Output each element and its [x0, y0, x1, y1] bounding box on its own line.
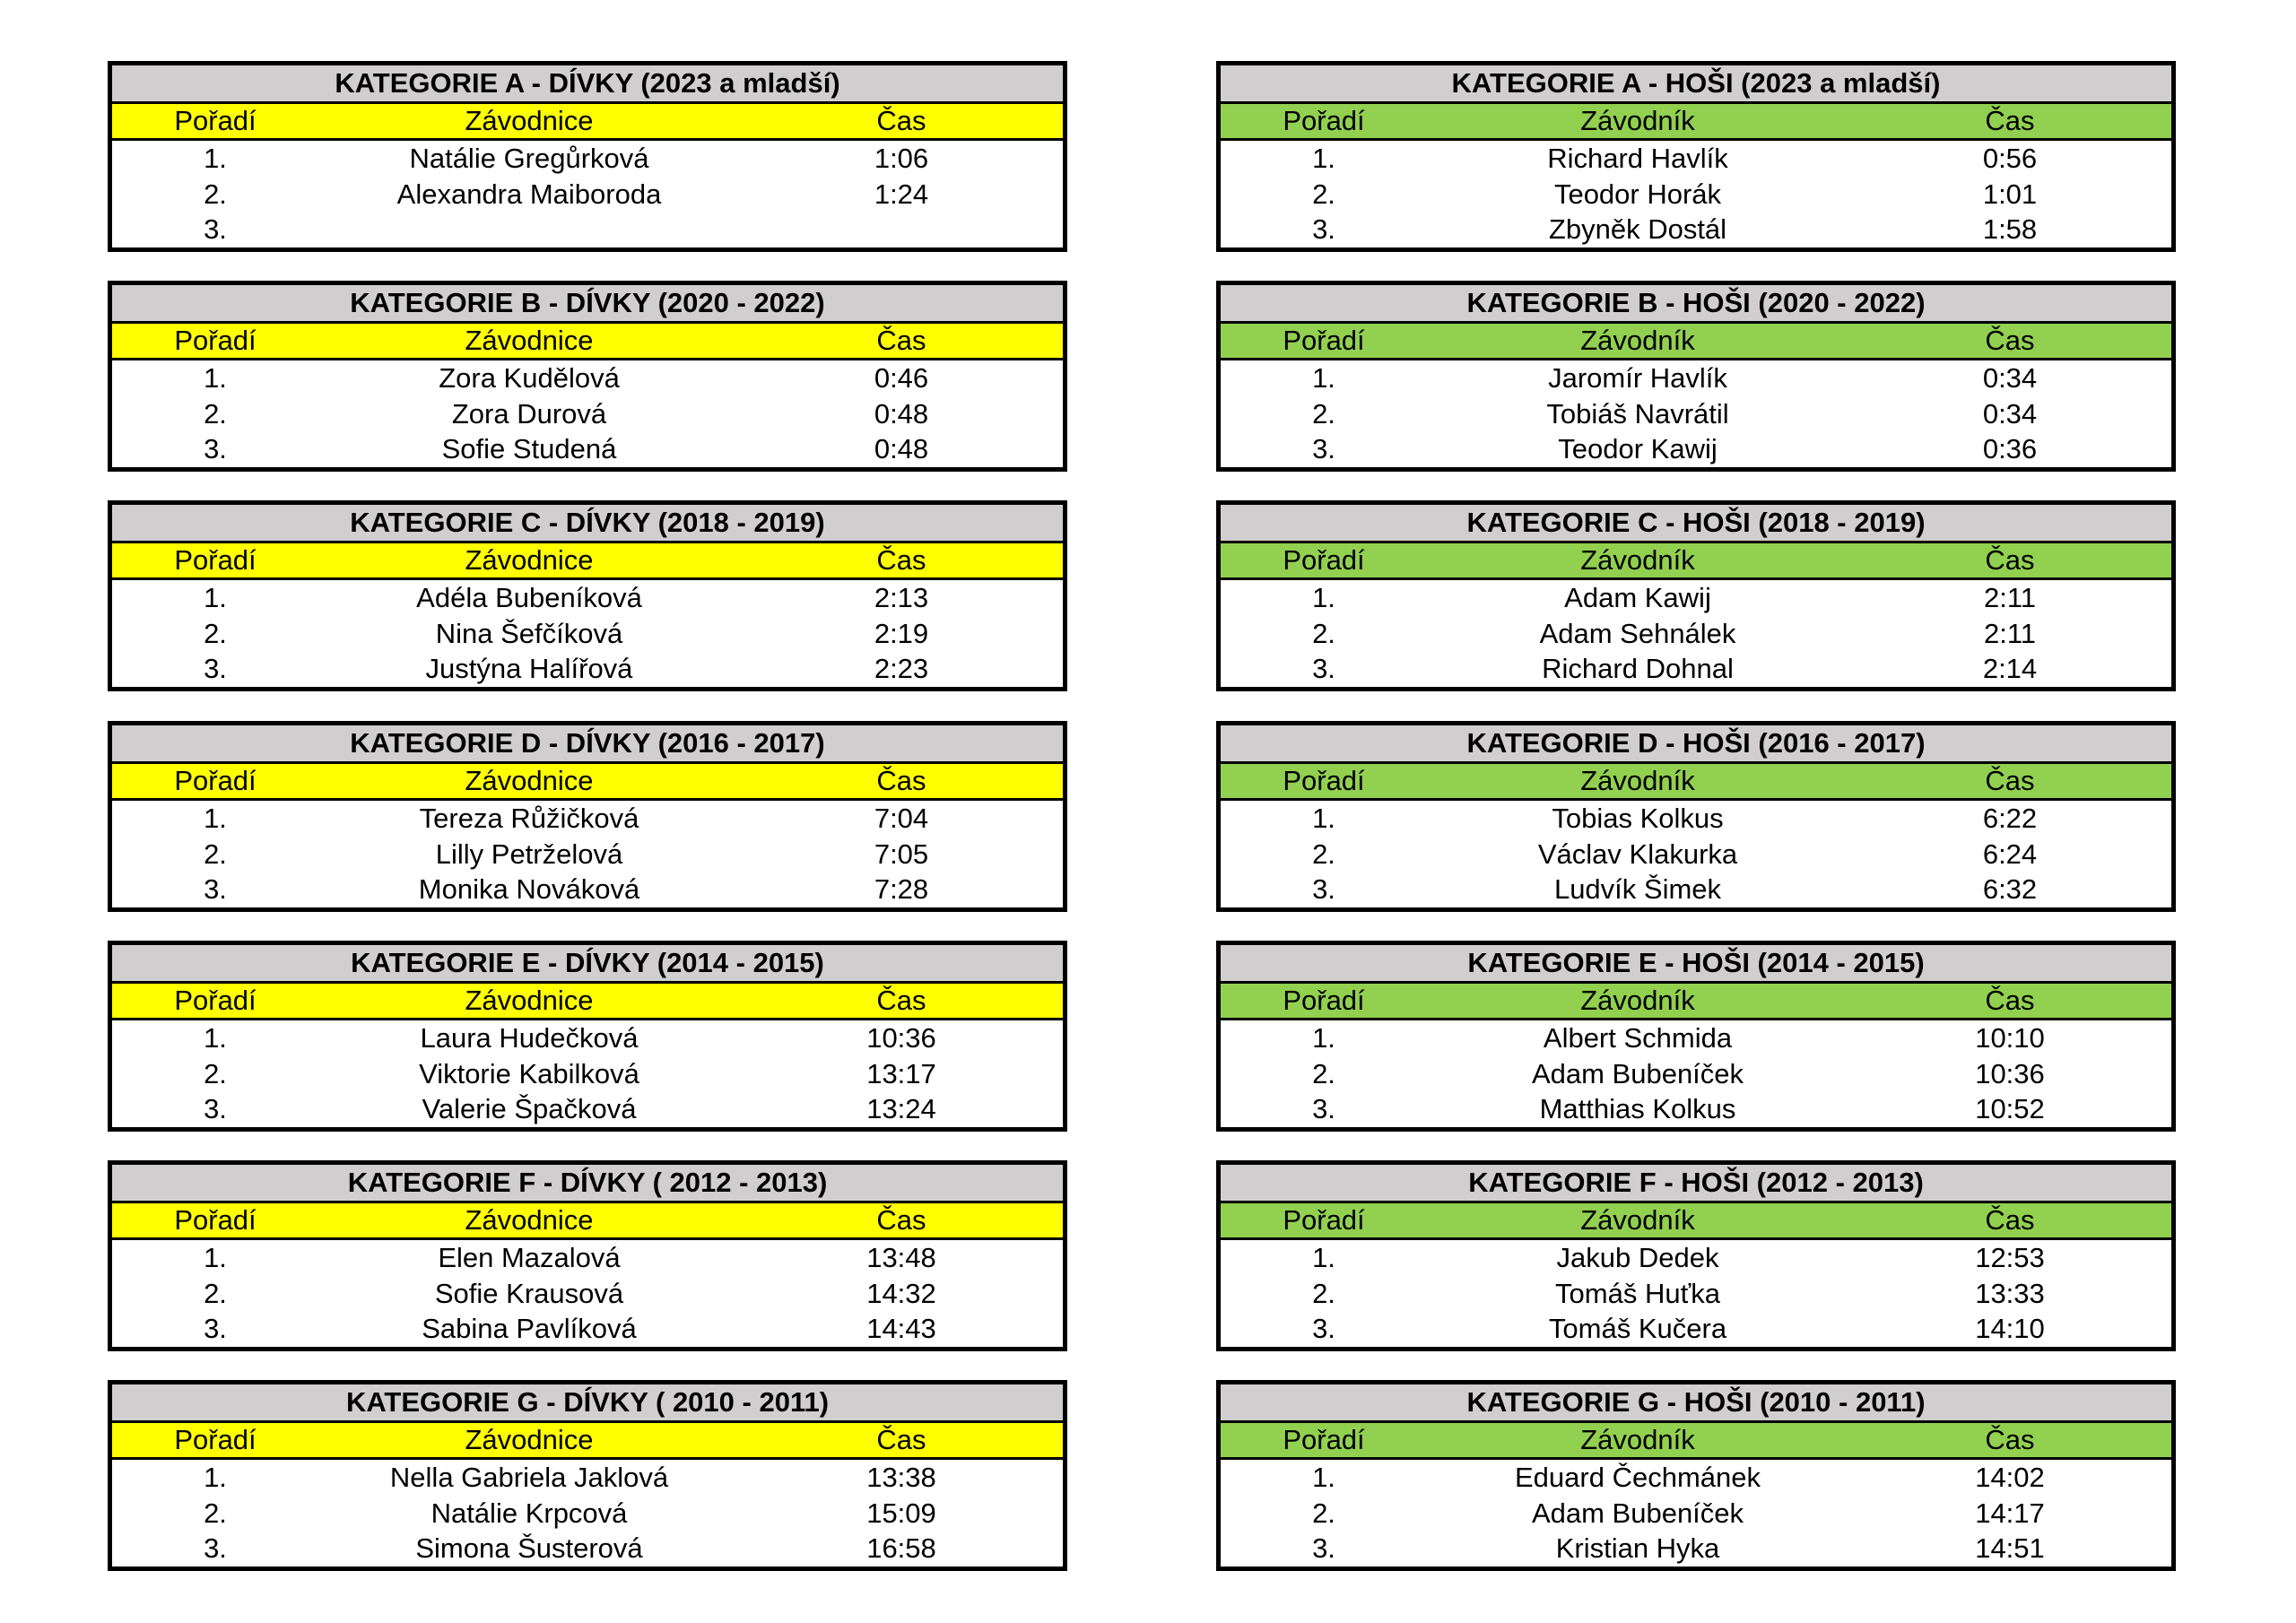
- rank-header: Pořadí: [174, 544, 257, 576]
- name-cell: Jaromír Havlík: [1548, 362, 1727, 394]
- rank-cell: 1.: [204, 803, 227, 834]
- name-cell: Sofie Studená: [441, 433, 617, 464]
- rank-header: Pořadí: [1283, 1424, 1365, 1455]
- time-cell: 2:13: [874, 582, 929, 613]
- time-cell: 10:10: [1975, 1022, 2045, 1054]
- rank-header: Pořadí: [174, 325, 257, 356]
- rank-cell: 1.: [204, 143, 227, 174]
- table-row: [112, 1276, 1063, 1312]
- rank-cell: 2.: [1312, 1277, 1335, 1309]
- time-header: Čas: [876, 544, 926, 576]
- category-table: [1216, 281, 2176, 472]
- rank-cell: 2.: [204, 617, 227, 649]
- rank-header: Pořadí: [174, 1424, 257, 1455]
- time-cell: 0:48: [874, 433, 929, 464]
- rank-cell: 3.: [204, 1313, 227, 1344]
- time-cell: 2:19: [874, 617, 929, 649]
- rank-cell: 1.: [204, 1022, 227, 1054]
- rank-cell: 1.: [204, 1242, 227, 1273]
- time-cell: 2:11: [1983, 617, 2037, 649]
- table-row: [112, 1056, 1063, 1092]
- rank-header: Pořadí: [1283, 325, 1365, 356]
- time-header: Čas: [1985, 544, 2035, 576]
- rank-header: Pořadí: [174, 765, 257, 796]
- rank-cell: 3.: [1312, 213, 1335, 245]
- name-cell: Nella Gabriela Jaklová: [389, 1462, 669, 1493]
- table-row: [112, 837, 1063, 872]
- name-cell: Teodor Horák: [1553, 178, 1722, 210]
- rank-cell: 2.: [1312, 1057, 1335, 1089]
- table-row: [1221, 1020, 2171, 1056]
- name-cell: Zora Kudělová: [439, 362, 620, 394]
- rank-cell: 2.: [1312, 617, 1335, 649]
- rank-cell: 1.: [1312, 1242, 1335, 1273]
- rank-cell: 3.: [204, 1532, 227, 1564]
- table-row: [112, 431, 1063, 467]
- table-row: [1221, 1240, 2171, 1276]
- time-header: Čas: [876, 1204, 926, 1236]
- name-cell: Sofie Krausová: [434, 1277, 624, 1309]
- name-cell: Tereza Růžičková: [419, 803, 639, 834]
- time-header: Čas: [876, 1424, 926, 1455]
- category-title: KATEGORIE E - DÍVKY (2014 - 2015): [112, 945, 1063, 984]
- rank-cell: 3.: [1312, 653, 1335, 684]
- rank-cell: 3.: [1312, 433, 1335, 464]
- time-cell: 7:28: [874, 873, 929, 905]
- time-cell: [740, 212, 1063, 247]
- rank-header: Pořadí: [174, 1204, 257, 1236]
- table-row: [1221, 141, 2171, 177]
- table-row: [1221, 1531, 2171, 1567]
- table-row: [112, 651, 1063, 687]
- rank-cell: 2.: [204, 1277, 227, 1309]
- table-row: [1221, 1311, 2171, 1347]
- table-row: [1221, 872, 2171, 907]
- time-cell: 7:04: [874, 803, 929, 834]
- category-table: [1216, 1160, 2176, 1351]
- table-row: [112, 177, 1063, 213]
- name-cell: Viktorie Kabilková: [419, 1057, 639, 1089]
- time-header: Čas: [1985, 105, 2035, 136]
- category-table: [108, 1160, 1067, 1351]
- category-table: [108, 721, 1067, 912]
- table-row: [1221, 651, 2171, 687]
- time-header: Čas: [876, 105, 926, 136]
- rank-header: Pořadí: [1283, 985, 1365, 1016]
- time-cell: 13:17: [866, 1057, 936, 1089]
- category-title: KATEGORIE G - HOŠI (2010 - 2011): [1221, 1384, 2171, 1423]
- time-cell: 14:32: [866, 1277, 936, 1309]
- table-row: [1221, 837, 2171, 872]
- name-cell: Zbyněk Dostál: [1548, 213, 1727, 245]
- name-header: Závodník: [1580, 765, 1695, 796]
- name-cell: Tobias Kolkus: [1552, 803, 1724, 834]
- time-cell: 13:48: [866, 1242, 936, 1273]
- category-title: KATEGORIE G - DÍVKY ( 2010 - 2011): [112, 1384, 1063, 1423]
- table-row: [1221, 1460, 2171, 1496]
- name-cell: Albert Schmida: [1543, 1022, 1733, 1054]
- name-cell: Lilly Petrželová: [435, 838, 623, 870]
- name-cell: Alexandra Maiboroda: [396, 178, 662, 210]
- table-row: [1221, 177, 2171, 213]
- time-cell: 6:24: [1982, 838, 2038, 870]
- rank-cell: 2.: [1312, 397, 1335, 430]
- table-row: [112, 1460, 1063, 1496]
- name-header: Závodník: [1580, 325, 1695, 356]
- header-row: [112, 764, 1063, 801]
- category-table: [108, 61, 1067, 252]
- table-row: [112, 1020, 1063, 1056]
- name-cell: Tomáš Kučera: [1548, 1313, 1727, 1344]
- name-cell: Adam Sehnálek: [1539, 617, 1736, 649]
- rank-cell: 2.: [204, 1057, 227, 1089]
- category-title: KATEGORIE A - HOŠI (2023 a mladší): [1221, 65, 2171, 104]
- name-header: Závodník: [1580, 1204, 1695, 1236]
- name-cell: Matthias Kolkus: [1539, 1093, 1736, 1124]
- time-cell: 1:24: [874, 178, 929, 210]
- name-header: Závodník: [1580, 105, 1695, 136]
- rank-header: Pořadí: [1283, 105, 1365, 136]
- table-row: [1221, 431, 2171, 467]
- rank-cell: 1.: [204, 1462, 227, 1493]
- time-cell: 1:01: [1982, 178, 2038, 210]
- table-row: [112, 1240, 1063, 1276]
- name-cell: Richard Dohnal: [1542, 653, 1734, 684]
- table-row: [112, 1531, 1063, 1567]
- header-row: [1221, 543, 2171, 580]
- rank-header: Pořadí: [1283, 1204, 1365, 1236]
- rank-cell: 1.: [1312, 1462, 1335, 1493]
- table-row: [112, 212, 1063, 247]
- rank-cell: 1.: [1312, 582, 1335, 613]
- category-title: KATEGORIE C - DÍVKY (2018 - 2019): [112, 505, 1063, 543]
- name-cell: Natálie Krpcová: [430, 1497, 628, 1529]
- category-title: KATEGORIE E - HOŠI (2014 - 2015): [1221, 945, 2171, 984]
- name-cell: Justýna Halířová: [425, 653, 633, 684]
- time-cell: 13:33: [1975, 1277, 2045, 1309]
- rank-cell: 1.: [1312, 143, 1335, 174]
- category-title: KATEGORIE C - HOŠI (2018 - 2019): [1221, 505, 2171, 543]
- category-title: KATEGORIE B - HOŠI (2020 - 2022): [1221, 285, 2171, 324]
- table-row: [1221, 1496, 2171, 1532]
- name-cell: Tobiáš Navrátil: [1546, 397, 1729, 430]
- category-title: KATEGORIE F - DÍVKY ( 2012 - 2013): [112, 1165, 1063, 1203]
- rank-cell: 3.: [204, 653, 227, 684]
- table-row: [112, 1091, 1063, 1127]
- header-row: [112, 984, 1063, 1020]
- header-row: [1221, 764, 2171, 801]
- time-cell: 10:36: [1975, 1057, 2045, 1089]
- header-row: [112, 104, 1063, 141]
- name-cell: Jakub Dedek: [1556, 1242, 1719, 1273]
- header-row: [1221, 1203, 2171, 1240]
- rank-cell: 1.: [204, 582, 227, 613]
- name-header: Závodník: [1580, 1424, 1695, 1455]
- time-cell: 2:23: [874, 653, 929, 684]
- time-header: Čas: [1985, 1424, 2035, 1455]
- name-header: Závodnice: [465, 1204, 594, 1236]
- table-row: [112, 1311, 1063, 1347]
- header-row: [1221, 104, 2171, 141]
- time-header: Čas: [1985, 1204, 2035, 1236]
- rank-cell: 3.: [204, 1093, 227, 1124]
- time-cell: 14:43: [866, 1313, 936, 1344]
- header-row: [1221, 1423, 2171, 1460]
- table-row: [1221, 1276, 2171, 1312]
- name-cell: Richard Havlík: [1547, 143, 1728, 174]
- time-cell: 14:10: [1975, 1313, 2045, 1344]
- time-cell: 1:58: [1982, 213, 2038, 245]
- header-row: [1221, 324, 2171, 360]
- category-table: [1216, 941, 2176, 1132]
- time-cell: 14:51: [1975, 1532, 2045, 1564]
- name-cell: Eduard Čechmánek: [1515, 1462, 1761, 1493]
- rank-header: Pořadí: [1283, 544, 1365, 576]
- category-title: KATEGORIE B - DÍVKY (2020 - 2022): [112, 285, 1063, 324]
- category-table: [1216, 1380, 2176, 1571]
- name-cell: Ludvík Šimek: [1553, 873, 1722, 905]
- table-row: [1221, 580, 2171, 616]
- table-row: [1221, 1091, 2171, 1127]
- time-cell: 12:53: [1975, 1242, 2045, 1273]
- header-row: [112, 1423, 1063, 1460]
- table-row: [1221, 616, 2171, 652]
- rank-header: Pořadí: [1283, 765, 1365, 796]
- name-cell: Václav Klakurka: [1537, 838, 1738, 870]
- rank-cell: 1.: [1312, 803, 1335, 834]
- table-row: [112, 396, 1063, 432]
- time-cell: 10:36: [866, 1022, 936, 1054]
- rank-cell: 2.: [1312, 178, 1335, 210]
- rank-cell: 3.: [1312, 1532, 1335, 1564]
- time-header: Čas: [876, 985, 926, 1016]
- time-cell: 16:58: [866, 1532, 936, 1564]
- table-row: [1221, 801, 2171, 837]
- rank-cell: 3.: [204, 213, 227, 245]
- name-header: Závodnice: [465, 325, 594, 356]
- rank-cell: 2.: [204, 1497, 227, 1529]
- category-table: [108, 500, 1067, 691]
- time-cell: 7:05: [874, 838, 929, 870]
- time-cell: 1:06: [874, 143, 929, 174]
- rank-cell: 2.: [204, 838, 227, 870]
- name-cell: Adam Bubeníček: [1531, 1057, 1744, 1089]
- time-header: Čas: [876, 325, 926, 356]
- rank-header: Pořadí: [174, 985, 257, 1016]
- name-cell: [318, 212, 740, 247]
- rank-cell: 3.: [1312, 1313, 1335, 1344]
- table-row: [1221, 396, 2171, 432]
- category-table: [1216, 721, 2176, 912]
- time-cell: 2:14: [1982, 653, 2038, 684]
- table-row: [112, 580, 1063, 616]
- table-row: [112, 872, 1063, 907]
- name-header: Závodnice: [465, 985, 594, 1016]
- name-header: Závodnice: [465, 765, 594, 796]
- name-cell: Laura Hudečková: [420, 1022, 639, 1054]
- time-cell: 2:11: [1983, 582, 2037, 613]
- name-cell: Elen Mazalová: [438, 1242, 621, 1273]
- name-header: Závodník: [1580, 544, 1695, 576]
- table-row: [112, 801, 1063, 837]
- rank-cell: 1.: [1312, 1022, 1335, 1054]
- rank-cell: 1.: [204, 362, 227, 394]
- rank-cell: 3.: [1312, 1093, 1335, 1124]
- rank-cell: 3.: [1312, 873, 1335, 905]
- time-cell: 0:34: [1982, 397, 2038, 430]
- rank-cell: 2.: [1312, 1497, 1335, 1529]
- table-row: [112, 616, 1063, 652]
- category-table: [1216, 500, 2176, 691]
- time-cell: 15:09: [866, 1497, 936, 1529]
- category-table: [108, 941, 1067, 1132]
- name-header: Závodnice: [465, 544, 594, 576]
- time-cell: 14:02: [1975, 1462, 2045, 1493]
- time-cell: 0:36: [1982, 433, 2038, 464]
- table-row: [112, 1496, 1063, 1532]
- name-cell: Adam Bubeníček: [1531, 1497, 1744, 1529]
- category-table: [1216, 61, 2176, 252]
- time-header: Čas: [1985, 765, 2035, 796]
- name-cell: Natálie Gregůrková: [409, 143, 649, 174]
- table-row: [112, 141, 1063, 177]
- rank-header: Pořadí: [174, 105, 257, 136]
- name-cell: Adam Kawij: [1564, 582, 1711, 613]
- time-header: Čas: [1985, 985, 2035, 1016]
- category-table: [108, 1380, 1067, 1571]
- time-header: Čas: [1985, 325, 2035, 356]
- name-cell: Adéla Bubeníková: [416, 582, 642, 613]
- header-row: [1221, 984, 2171, 1020]
- rank-cell: 3.: [204, 873, 227, 905]
- time-cell: 13:38: [866, 1462, 936, 1493]
- category-table: [108, 281, 1067, 472]
- name-cell: Tomáš Huťka: [1555, 1277, 1720, 1309]
- name-cell: Monika Nováková: [418, 873, 640, 905]
- time-cell: 10:52: [1975, 1093, 2045, 1124]
- name-cell: Zora Durová: [451, 397, 607, 430]
- header-row: [112, 1203, 1063, 1240]
- name-header: Závodnice: [465, 1424, 594, 1455]
- name-cell: Sabina Pavlíková: [422, 1313, 637, 1344]
- time-cell: 6:22: [1982, 803, 2038, 834]
- header-row: [112, 543, 1063, 580]
- name-header: Závodnice: [465, 105, 594, 136]
- rank-cell: 2.: [204, 178, 227, 210]
- time-cell: 0:56: [1982, 143, 2038, 174]
- name-cell: Nina Šefčíková: [435, 617, 623, 649]
- name-cell: Kristian Hyka: [1555, 1532, 1720, 1564]
- name-cell: Valerie Špačková: [422, 1093, 637, 1124]
- header-row: [112, 324, 1063, 360]
- time-cell: 13:24: [866, 1093, 936, 1124]
- name-cell: Teodor Kawij: [1558, 433, 1718, 464]
- time-header: Čas: [876, 765, 926, 796]
- rank-cell: 3.: [204, 433, 227, 464]
- category-title: KATEGORIE D - HOŠI (2016 - 2017): [1221, 725, 2171, 764]
- rank-cell: 2.: [204, 397, 227, 430]
- rank-cell: 1.: [1312, 362, 1335, 394]
- name-header: Závodník: [1580, 985, 1695, 1016]
- table-row: [1221, 212, 2171, 247]
- rank-cell: 2.: [1312, 838, 1335, 870]
- time-cell: 0:34: [1982, 362, 2038, 394]
- table-row: [1221, 360, 2171, 396]
- time-cell: 6:32: [1982, 873, 2038, 905]
- time-cell: 0:48: [874, 397, 929, 430]
- name-cell: Simona Šusterová: [415, 1532, 643, 1564]
- time-cell: 0:46: [874, 362, 929, 394]
- category-title: KATEGORIE D - DÍVKY (2016 - 2017): [112, 725, 1063, 764]
- category-title: KATEGORIE A - DÍVKY (2023 a mladší): [112, 65, 1063, 104]
- table-row: [1221, 1056, 2171, 1092]
- time-cell: 14:17: [1975, 1497, 2045, 1529]
- table-row: [112, 360, 1063, 396]
- category-title: KATEGORIE F - HOŠI (2012 - 2013): [1221, 1165, 2171, 1203]
